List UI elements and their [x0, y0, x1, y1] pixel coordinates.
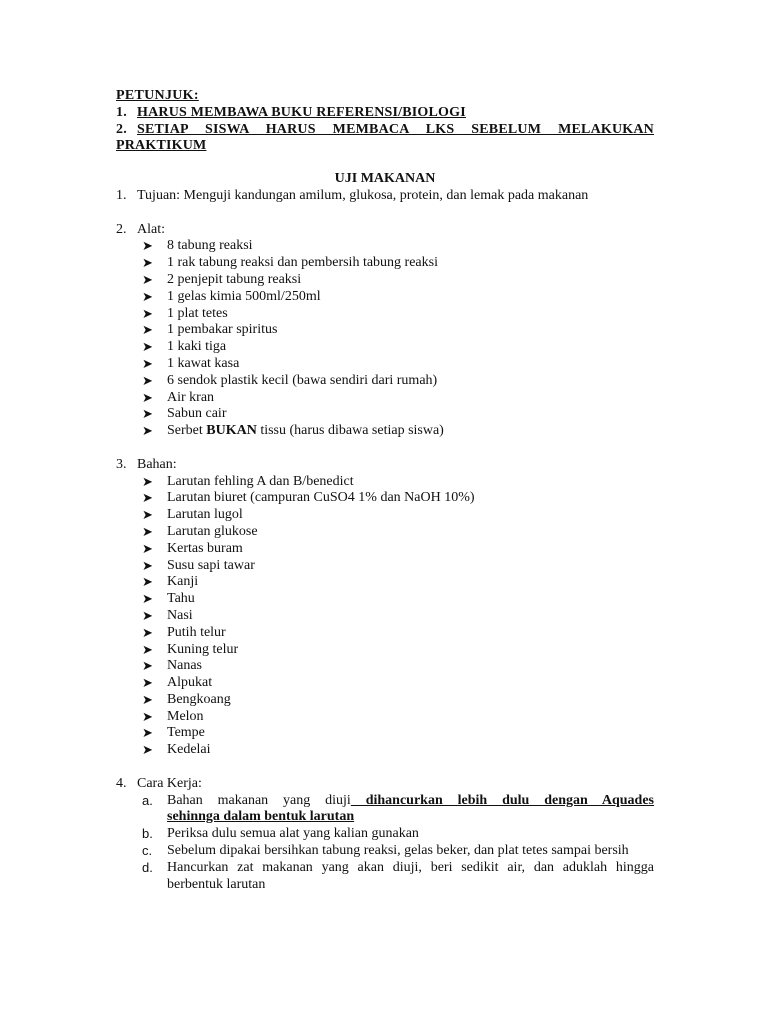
alat-list	[116, 238, 654, 440]
list-item: ➤ 1 kawat kasa	[142, 355, 240, 371]
arrow-bullet-icon: ➤	[142, 691, 153, 707]
list-item: ➤ 1 gelas kimia 500ml/250ml	[142, 288, 321, 304]
step-item: d. Hancurkan zat makanan yang akan diuji, beri sedikit air, dan aduklah hingga berbentuk larutan	[142, 859, 654, 892]
cara-kerja-list	[116, 793, 654, 894]
instruction-item-2-continued	[116, 138, 654, 155]
step-item: b. Periksa dulu semua alat yang kalian gunakan	[142, 826, 419, 842]
arrow-bullet-icon: ➤	[142, 372, 153, 388]
arrow-bullet-icon: ➤	[142, 507, 153, 523]
section-label: Alat:	[137, 221, 165, 237]
list-item: ➤ Tempe	[142, 725, 205, 741]
section-number: 4.	[116, 775, 127, 791]
list-item: ➤ Kanji	[142, 574, 199, 590]
list-item: ➤ Serbet BUKAN tissu (harus dibawa setiap siswa)	[142, 423, 444, 439]
step-item: a. Bahan makanan yang diuji dihancurkan lebih dulu dengan Aquades sehinnga dalam bentuk larutan	[142, 792, 655, 825]
instruction-text: SETIAP SISWA HARUS MEMBACA LKS SEBELUM MELAKUKAN	[137, 121, 654, 137]
instructions-title: PETUNJUK:	[116, 88, 199, 103]
arrow-bullet-icon: ➤	[142, 490, 153, 506]
section-number: 1.	[116, 187, 127, 203]
arrow-bullet-icon: ➤	[142, 742, 153, 758]
list-item: ➤ Sabun cair	[142, 406, 227, 422]
step-letter: b.	[142, 826, 153, 842]
section-tujuan	[116, 188, 654, 205]
list-item: ➤ Larutan biuret (campuran CuSO4 1% dan NaOH 10%)	[142, 490, 475, 506]
list-item: ➤ Kedelai	[142, 742, 211, 758]
list-item: ➤ Nasi	[142, 607, 193, 623]
section-label: Cara Kerja:	[137, 775, 202, 791]
step-letter: c.	[142, 843, 153, 859]
document-content	[116, 88, 654, 893]
emphasis-text: BUKAN	[206, 423, 257, 439]
arrow-bullet-icon: ➤	[142, 675, 153, 691]
list-item: ➤ 2 penjepit tabung reaksi	[142, 271, 302, 287]
arrow-bullet-icon: ➤	[142, 591, 153, 607]
instructions-block	[116, 88, 654, 155]
arrow-bullet-icon: ➤	[142, 255, 153, 271]
arrow-bullet-icon: ➤	[142, 557, 153, 573]
list-item: ➤ Tahu	[142, 591, 195, 607]
arrow-bullet-icon: ➤	[142, 339, 153, 355]
section-bahan-heading	[116, 457, 654, 474]
arrow-bullet-icon: ➤	[142, 322, 153, 338]
arrow-bullet-icon: ➤	[142, 389, 153, 405]
arrow-bullet-icon: ➤	[142, 574, 153, 590]
list-item: ➤ Alpukat	[142, 675, 213, 691]
list-item: ➤ 6 sendok plastik kecil (bawa sendiri dari rumah)	[142, 372, 438, 388]
list-item: ➤ 8 tabung reaksi	[142, 238, 253, 254]
list-item: ➤ Nanas	[142, 658, 202, 674]
arrow-bullet-icon: ➤	[142, 271, 153, 287]
bahan-list	[116, 474, 654, 760]
arrow-bullet-icon: ➤	[142, 355, 153, 371]
list-item: ➤ Susu sapi tawar	[142, 557, 255, 573]
arrow-bullet-icon: ➤	[142, 540, 153, 556]
instruction-text: HARUS MEMBAWA BUKU REFERENSI/BIOLOGI	[137, 104, 466, 120]
document-title: UJI MAKANAN	[334, 171, 436, 187]
instruction-item-2	[116, 122, 654, 139]
section-label: Bahan:	[137, 456, 177, 472]
tujuan-text: Tujuan: Menguji kandungan amilum, glukosa, protein, dan lemak pada makanan	[137, 187, 589, 203]
arrow-bullet-icon: ➤	[142, 238, 153, 254]
step-letter: d.	[142, 859, 153, 875]
list-item: ➤ 1 pembakar spiritus	[142, 322, 278, 338]
arrow-bullet-icon: ➤	[142, 641, 153, 657]
instruction-number: 2.	[116, 121, 127, 137]
emphasis-text: dihancurkan lebih dulu dengan Aquades	[350, 792, 655, 808]
step-letter: a.	[142, 792, 153, 808]
list-item: ➤ Larutan lugol	[142, 507, 243, 523]
arrow-bullet-icon: ➤	[142, 523, 153, 539]
arrow-bullet-icon: ➤	[142, 305, 153, 321]
list-item: ➤ 1 plat tetes	[142, 305, 228, 321]
arrow-bullet-icon: ➤	[142, 423, 153, 439]
instruction-item-1	[116, 105, 654, 122]
arrow-bullet-icon: ➤	[142, 288, 153, 304]
list-item: ➤ Air kran	[142, 389, 215, 405]
list-item: ➤ 1 kaki tiga	[142, 339, 227, 355]
section-number: 2.	[116, 221, 127, 237]
list-item: ➤ Larutan fehling A dan B/benedict	[142, 473, 354, 489]
list-item: ➤ 1 rak tabung reaksi dan pembersih tabung reaksi	[142, 255, 438, 271]
section-alat-heading	[116, 222, 654, 239]
section-cara-kerja-heading	[116, 776, 654, 793]
arrow-bullet-icon: ➤	[142, 473, 153, 489]
list-item: ➤ Kuning telur	[142, 641, 239, 657]
instruction-number: 1.	[116, 104, 127, 120]
list-item: ➤ Bengkoang	[142, 691, 231, 707]
emphasis-text: sehinnga dalam bentuk larutan	[167, 809, 355, 825]
step-item: c. Sebelum dipakai bersihkan tabung reaksi, gelas beker, dan plat tetes sampai bersih	[142, 843, 629, 859]
instruction-text: PRAKTIKUM	[116, 138, 207, 154]
list-item: ➤ Kertas buram	[142, 540, 243, 556]
arrow-bullet-icon: ➤	[142, 658, 153, 674]
list-item: ➤ Putih telur	[142, 624, 226, 640]
arrow-bullet-icon: ➤	[142, 725, 153, 741]
arrow-bullet-icon: ➤	[142, 624, 153, 640]
section-number: 3.	[116, 456, 127, 472]
list-item: ➤ Larutan glukose	[142, 523, 258, 539]
arrow-bullet-icon: ➤	[142, 607, 153, 623]
list-item: ➤ Melon	[142, 708, 204, 724]
arrow-bullet-icon: ➤	[142, 708, 153, 724]
arrow-bullet-icon: ➤	[142, 406, 153, 422]
